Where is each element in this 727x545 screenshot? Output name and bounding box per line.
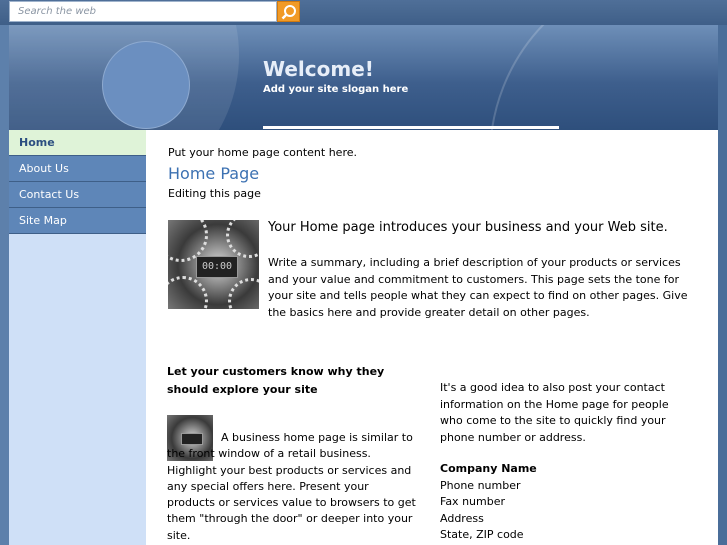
contact-intro-text: It's a good idea to also post your contact information on the Home page for people who come to the site to quickly find your phone number or address. bbox=[440, 381, 669, 444]
search-icon bbox=[281, 4, 297, 20]
summary-text: Write a summary, including a brief description of your products or services and your value and commitment to customers. This page sets the tone for your site and tells people what they can expect to find on other pages. Give the basics here and provide greater detail on other pages. bbox=[268, 256, 688, 319]
why-body-content: A business home page is similar to the front window of a retail business. Highlight your best products or services and any special offers here. Present your products or services value to browsers to get them "through the door" or deeper into your site. bbox=[167, 431, 416, 542]
banner-circle bbox=[102, 41, 190, 129]
header-banner bbox=[9, 25, 718, 130]
headline: Your Home page introduces your business and your Web site. bbox=[268, 220, 668, 235]
why-body-text bbox=[167, 430, 417, 544]
search-button[interactable] bbox=[277, 1, 300, 22]
main-content bbox=[146, 130, 718, 545]
section-heading: Let your customers know why they should explore your site bbox=[167, 365, 385, 396]
banner-divider bbox=[263, 126, 559, 129]
phone-number: Phone number bbox=[440, 478, 521, 492]
gears-image bbox=[168, 220, 259, 309]
contact-info bbox=[440, 461, 690, 544]
page-edge bbox=[718, 25, 727, 545]
fax-number: Fax number bbox=[440, 495, 505, 508]
page-title: Home Page bbox=[168, 164, 260, 183]
company-name: Company Name bbox=[440, 462, 537, 475]
site-title: Welcome! bbox=[263, 57, 374, 81]
nav-item-site-map[interactable]: Site Map bbox=[9, 208, 146, 234]
nav-item-about-us[interactable]: About Us bbox=[9, 156, 146, 182]
state-zip: State, ZIP code bbox=[440, 528, 524, 541]
site-slogan: Add your site slogan here bbox=[263, 84, 409, 95]
address: Address bbox=[440, 511, 484, 525]
nav-item-home[interactable]: Home bbox=[9, 130, 146, 156]
intro-text: Put your home page content here. bbox=[168, 146, 357, 159]
search-input[interactable]: Search the web bbox=[9, 1, 277, 22]
editing-subtitle: Editing this page bbox=[168, 187, 261, 200]
clock-display: 00:00 bbox=[196, 256, 238, 278]
banner-decoration bbox=[489, 25, 718, 130]
nav-item-contact-us[interactable]: Contact Us bbox=[9, 182, 146, 208]
sidebar bbox=[9, 130, 146, 545]
